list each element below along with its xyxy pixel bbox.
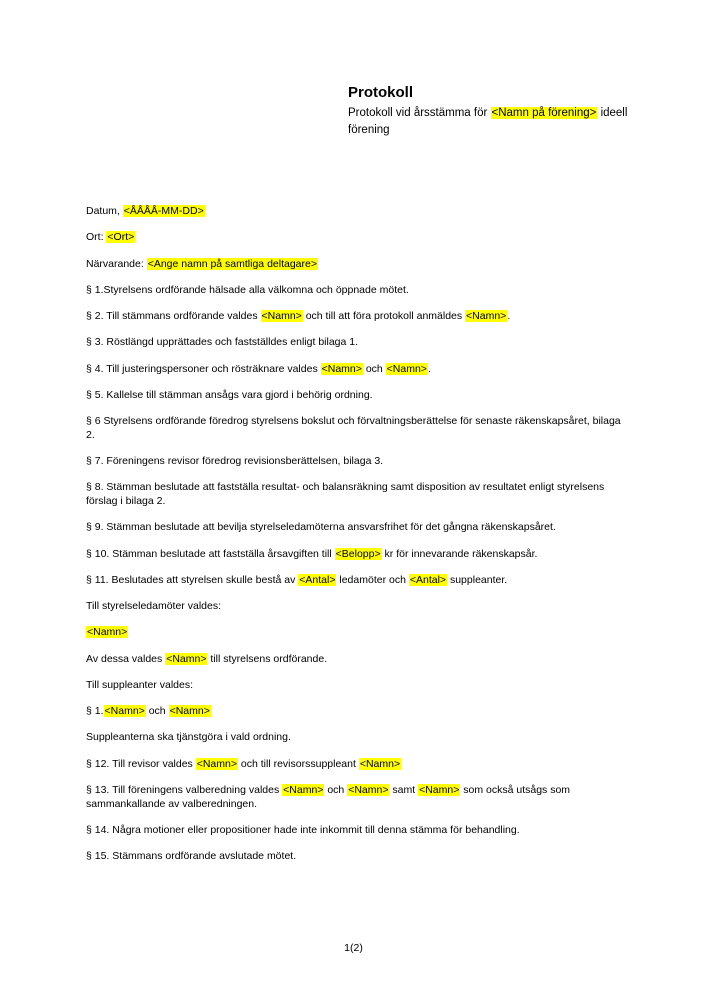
paragraph-8: § 8. Stämman beslutade att fastställa resultat- och balansräkning samt disposition av resultatet enligt styrelsens förslag i bilaga 2. xyxy=(86,481,605,508)
board-members-heading: Till styrelseledamöter valdes: xyxy=(86,600,221,613)
placeholder-count-members: <Antal> xyxy=(299,573,336,586)
document-body xyxy=(86,205,621,877)
page-title: Protokoll xyxy=(348,84,414,101)
paragraph-2-text-c: . xyxy=(507,310,511,322)
placeholder-name-auditor-deputy: <Namn> xyxy=(359,757,401,770)
paragraph-13-text-d: som också utsågs som sammankallande av valberedningen. xyxy=(86,783,571,810)
paragraph-1: § 1.Styrelsens ordförande hälsade alla välkomna och öppnade mötet. xyxy=(86,283,409,296)
placeholder-association-name: <Namn på förening> xyxy=(491,106,597,119)
paragraph-11-text-b: ledamöter och xyxy=(336,573,409,586)
paragraph-2-text-b: och till att föra protokoll anmäldes xyxy=(302,310,466,322)
paragraph-13 xyxy=(86,784,621,812)
paragraph-15: § 15. Stämmans ordförande avslutade mötet. xyxy=(86,850,297,863)
placeholder-amount: <Belopp> xyxy=(335,547,381,560)
paragraph-7: § 7. Föreningens revisor föredrog revisionsberättelsen, bilaga 3. xyxy=(86,455,384,468)
deputies-list-text-b: och xyxy=(145,705,169,718)
deputies-heading: Till suppleanter valdes: xyxy=(86,678,193,691)
paragraph-12 xyxy=(86,758,621,772)
placeholder-count-deputies: <Antal> xyxy=(409,573,447,586)
attendees-label: Närvarande: xyxy=(86,257,147,270)
placeholder-name-deputy-2: <Namn> xyxy=(169,705,210,718)
paragraph-4-text-a: § 4. Till justeringspersoner och rösträknare valdes xyxy=(86,362,321,375)
deputies-order-note: Suppleanterna ska tjänstgöra i vald ordning. xyxy=(86,731,291,744)
paragraph-10-text-b: kr för innevarande räkenskapsår. xyxy=(381,547,538,560)
placeholder-attendees: <Ange namn på samtliga deltagare> xyxy=(147,257,317,270)
paragraph-4 xyxy=(86,363,621,377)
placeholder-name-nomination-1: <Namn> xyxy=(283,783,324,796)
placeholder-place: <Ort> xyxy=(107,231,135,244)
paragraph-3: § 3. Röstlängd upprättades och fastställdes enligt bilaga 1. xyxy=(86,336,359,349)
placeholder-name-auditor: <Namn> xyxy=(196,757,237,770)
placeholder-name-adjuster-2: <Namn> xyxy=(386,362,427,375)
placeholder-date: <ÅÅÅÅ-MM-DD> xyxy=(123,205,204,217)
placeholder-name-board-chairman: <Namn> xyxy=(166,652,207,665)
subtitle-text-after: ideell förening xyxy=(348,106,628,136)
paragraph-13-text-a: § 13. Till föreningens valberedning valdes xyxy=(86,783,283,796)
placeholder-name-board-member: <Namn> xyxy=(87,626,128,639)
board-members-list xyxy=(86,626,621,640)
placeholder-name-chairman: <Namn> xyxy=(261,310,302,322)
paragraph-6: § 6 Styrelsens ordförande föredrog styrelsens bokslut och förvaltningsberättelse för senaste räkenskapsåret, bilaga 2. xyxy=(86,415,621,441)
paragraph-12-text-b: och till revisorssuppleant xyxy=(238,757,359,770)
document-header xyxy=(348,84,638,139)
paragraph-13-text-b: och xyxy=(324,783,348,796)
paragraph-11-text-c: suppleanter. xyxy=(447,573,508,586)
date-label: Datum, xyxy=(86,205,123,217)
paragraph-2 xyxy=(86,310,621,324)
placeholder-name-secretary: <Namn> xyxy=(466,310,507,322)
board-chairman-line xyxy=(86,653,621,667)
paragraph-9: § 9. Stämman beslutade att bevilja styrelseledamöterna ansvarsfrihet för det gångna räkenskapsåret. xyxy=(86,521,556,534)
placeholder-name-nomination-3: <Namn> xyxy=(419,783,460,796)
page-footer xyxy=(0,942,707,954)
deputies-list-prefix: § 1. xyxy=(86,705,104,718)
date-line xyxy=(86,205,621,219)
paragraph-11-text-a: § 11. Beslutades att styrelsen skulle bestå av xyxy=(86,573,299,586)
placeholder-name-deputy-1: <Namn> xyxy=(104,705,145,718)
paragraph-10 xyxy=(86,548,621,562)
paragraph-5: § 5. Kallelse till stämman ansågs vara gjord i behörig ordning. xyxy=(86,388,373,401)
deputies-list xyxy=(86,705,621,719)
placeholder-name-nomination-2: <Namn> xyxy=(348,783,389,796)
placeholder-name-adjuster-1: <Namn> xyxy=(321,362,362,375)
paragraph-2-text-a: § 2. Till stämmans ordförande valdes xyxy=(86,310,261,322)
paragraph-4-text-b: och xyxy=(362,362,386,375)
paragraph-13-text-c: samt xyxy=(389,783,419,796)
board-chairman-text-a: Av dessa valdes xyxy=(86,652,166,665)
page-number: 1(2) xyxy=(344,942,363,954)
paragraph-11 xyxy=(86,574,621,588)
paragraph-14: § 14. Några motioner eller propositioner hade inte inkommit till denna stämma för behandling. xyxy=(86,824,520,837)
attendees-line xyxy=(86,258,621,272)
paragraph-10-text-a: § 10. Stämman beslutade att fastställa årsavgiften till xyxy=(86,547,335,560)
paragraph-4-text-c: . xyxy=(427,362,431,375)
place-label: Ort: xyxy=(86,231,107,244)
document-subtitle xyxy=(348,105,638,140)
place-line xyxy=(86,231,621,245)
subtitle-text-before: Protokoll vid årsstämma för xyxy=(348,106,491,119)
board-chairman-text-b: till styrelsens ordförande. xyxy=(207,652,328,665)
paragraph-12-text-a: § 12. Till revisor valdes xyxy=(86,757,196,770)
